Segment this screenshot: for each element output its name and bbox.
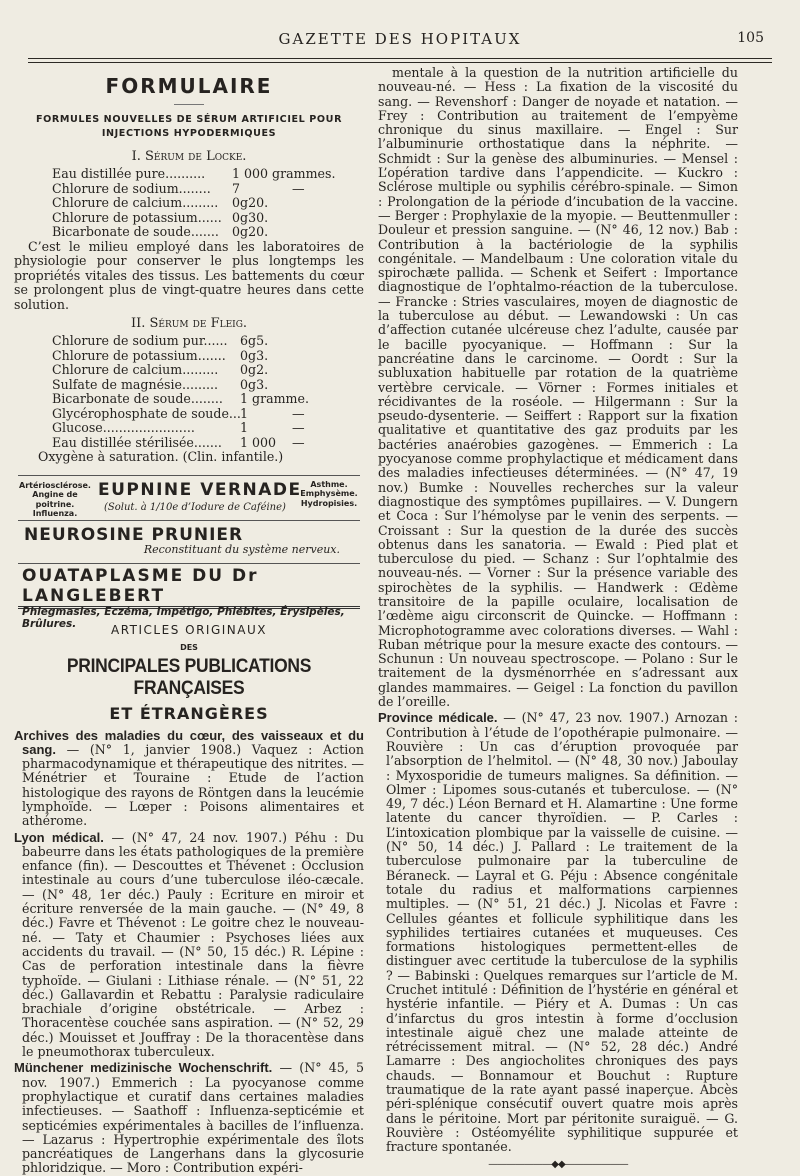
- journal-name: Münchener medizinische Wochenschrift.: [14, 1060, 273, 1076]
- recipe-row: [52, 349, 364, 364]
- ad-neurosine-sub: Reconstituant du système nerveux.: [143, 542, 340, 556]
- serum-locke-note: C’est le milieu employé dans les laboratoires de physiologie pour conserver le plus longtemps les propriétés vitales des tissus. Les battements du cœur se prolongent plus de vingt-quatre heures dans cette solution.: [14, 238, 364, 312]
- journal-name: Lyon médical.: [14, 829, 104, 845]
- ingredient-unit: —: [292, 420, 305, 435]
- ingredient-name: Sulfate de magnésie.........: [52, 376, 219, 392]
- article-entry: [378, 66, 738, 709]
- article-entry: [14, 831, 364, 1060]
- serum-fleig-title: II. Sérum de Fleig.: [130, 316, 248, 331]
- ad-eupnine: [18, 475, 360, 520]
- articles-des: DES: [180, 642, 198, 652]
- ingredient-name: Chlorure de calcium.........: [52, 195, 219, 210]
- ad-neurosine: [18, 520, 360, 563]
- divider: [174, 104, 204, 105]
- ingredient-unit: —: [292, 434, 305, 450]
- ingredient-name: Eau distillée pure..........: [52, 166, 206, 181]
- recipe-row: [52, 167, 364, 182]
- recipe-row: [52, 392, 364, 407]
- recipe-row: [52, 363, 364, 378]
- serum-fleig-recipe: [52, 334, 364, 450]
- journal-name: Province médicale.: [378, 710, 498, 726]
- ingredient-amount: 0g20.: [232, 224, 269, 239]
- recipe-row: [52, 378, 364, 393]
- subtitle-line-2: INJECTIONS HYPODERMIQUES: [101, 128, 277, 139]
- oxygen-note: Oxygène à saturation. (Clin. infantile.): [38, 449, 284, 464]
- ingredient-name: Chlorure de sodium........: [52, 180, 211, 196]
- recipe-row: [52, 211, 364, 226]
- recipe-row: [52, 334, 364, 349]
- recipe-row: [52, 196, 364, 211]
- ingredient-amount: 0g3.: [240, 376, 269, 392]
- recipe-row: [52, 421, 364, 436]
- ingredient-amount: 1 gramme.: [240, 391, 309, 406]
- ingredient-name: Bicarbonate de soude.......: [52, 224, 219, 239]
- end-separator: ———————◆◆———————: [488, 1158, 628, 1170]
- ingredient-unit: —: [292, 405, 305, 421]
- recipe-row: [52, 182, 364, 197]
- ingredient-unit: —: [292, 180, 305, 196]
- ingredient-name: Chlorure de sodium pur......: [52, 333, 228, 348]
- article-entry: [14, 729, 364, 829]
- ad-eupnine-right: Asthme. Emphysème. Hydropisies.: [300, 479, 358, 508]
- entry-text: — (N° 47, 24 nov. 1907.) Péhu : Du babeurre dans les états pathologiques de la première enfance (fin). — Descouttes et Thévenet : Occlusion intestinale au cours d’une tuberculose iléo-cæcale. — (N° 48, 1er déc.) Pauly : Ecriture en miroir et écriture renversée de la main gauche. — (N° 49, 8 déc.) Favre et Thévenot : Le goitre chez le nouveau-né. — Taty et Chaumier : Psychoses liées aux accidents du travail. — (N° 50, 15 déc.) R. Lépine : Cas de perforation intestinale dans la fièvre typhoïde. — Giulani : Lithiase rénale. — (N° 51, 22 déc.) Gallavardin et Rebattu : Paralysie radiculaire brachiale d’origine obstétricale. — Arbez : Thoracentèse couchée sans aspiration. — (N° 52, 29 déc.) Mouisset et Jouffray : De la thoracentèse dans le pneumothorax tuberculeux.: [22, 829, 364, 1060]
- recipe-row: [52, 225, 364, 240]
- header-rule: [28, 58, 772, 59]
- ingredient-name: Chlorure de calcium.........: [52, 362, 219, 377]
- recipe-row: [52, 436, 364, 451]
- entry-text: — (N° 45, 5 nov. 1907.) Emmerich : La pyocyanose comme prophylactique et curatif dans certaines maladies infectieuses. — Saathoff : Influenza-septicémie et septicémies expérimentales à bacilles de l’influenza. — Lazarus : Hypertrophie expérimentale des îlots pancréatiques de Langerhans dans la glycosurie phloridzique. — Moro : Contribution expéri-: [22, 1060, 364, 1176]
- entry-text: — (N° 47, 23 nov. 1907.) Arnozan : Contribution à l’étude de l’opothérapie pulmonaire. — Rouvière : Un cas d’éruption provoquée par l’absorption de l’helmitol. — (N° 48, 30 nov.) Jaboulay : Myxosporidie de tumeurs malignes. Sa définition. — Olmer : Lipomes sous-cutanés et tuberculose. — (N° 49, 7 déc.) Léon Bernard et H. Alamartine : Une forme latente du cancer thyroïdien. — P. Carles : L’intoxication plombique par la vaisselle de cuisine. — (N° 50, 14 déc.) J. Pallard : Le traitement de la tuberculose pulmonaire par la tuberculine de Béraneck. — Layral et G. Péju : Absence congénitale totale du radius et malformations carpiennes multiples. — (N° 51, 21 déc.) J. Nicolas et Favre : Cellules géantes et follicule syphilitique dans les syphilides tertiaires cutanées et muqueuses. Ces formations histologiques permettent-elles de distinguer avec certitude la tuberculose de la syphilis ? — Babinski : Quelques remarques sur l’article de M. Cruchet intitulé : Définition de l’hystérie en général et hystérie infantile. — Piéry et A. Dumas : Un cas d’infarctus du gros intestin à forme d’occlusion intestinale aiguë chez une malade atteinte de rétrécissement mitral. — (N° 52, 28 déc.) André Lamarre : Des angiocholites chroniques des pays chauds. — Bonnamour et Bouchut : Rupture traumatique de la rate ayant passé inaperçue. Abcès péri-splénique consécutif ouvert quatre mois après dans le péritoine. Mort par péritonite suraiguë. — G. Rouvière : Ostéomyélite syphilitique suppurée et fracture spontanée.: [386, 710, 738, 1155]
- articles-headline-2: ET ÉTRANGÈRES: [109, 703, 269, 723]
- ingredient-name: Bicarbonate de soude........: [52, 391, 223, 406]
- journal-name: Archives des maladies du cœur, des vaisseaux et du sang.: [14, 727, 364, 757]
- ingredient-name: Glucose.......................: [52, 420, 195, 435]
- serum-locke-title: I. Sérum de Locke.: [131, 149, 247, 164]
- page-header: [28, 30, 772, 50]
- article-entry: [14, 1061, 364, 1175]
- articles-headline-1: PRINCIPALES PUBLICATIONS FRANÇAISES: [66, 655, 312, 699]
- ad-eupnine-sub: (Solut. à 1/10e d’Iodure de Caféine): [104, 501, 286, 513]
- header-rule-2: [28, 62, 772, 63]
- subtitle-line-1: FORMULES NOUVELLES DE SÉRUM ARTIFICIEL POUR: [35, 114, 343, 125]
- ingredient-name: Chlorure de potassium.......: [52, 347, 226, 363]
- ingredient-amount: 1: [240, 405, 249, 421]
- ad-eupnine-left: Artériosclérose. Angine de poitrine. Influenza.: [19, 480, 91, 518]
- entry-text: mentale à la question de la nutrition artificielle du nouveau-né. — Hess : La fixation de la viscosité du sang. — Revenshorf : Danger de noyade et natation. — Frey : Contribution au traitement de l’empyème chronique du sinus maxillaire. — Engel : Sur l’albuminurie orthostatique dans la néphrite. — Schmidt : Sur la genèse des albuminuries. — Mensel : L’opération tardive dans l’appendicite. — Kuckro : Sclérose multiple ou syphilis cérébro-spinale. — Simon : Prolongation de la période d’incubation de la vaccine. — Berger : Prophylaxie de la myopie. — Beuttenmuller : Douleur et pression sanguine. — (N° 46, 12 nov.) Bab : Contribution à la bactériologie de la syphilis congénitale. — Mandelbaum : Une coloration vitale du spirochæte pallida. — Schenk et Seifert : Importance diagnostique de l’ophtalmo-réaction de la tuberculose. — Francke : Stries vasculaires, moyen de diagnostic de la tuberculose au début. — Lewandowski : Un cas d’affection cutanée ulcéreuse chez l’adulte, causée par le bacille pyocyanique. — Hoffmann : Sur la pancréatine dans le carcinome. — Oordt : Sur la subluxation habituelle par rotation de la quatrième vertèbre cervicale. — Vörner : Formes initiales et récidivantes de la roséole. — Hilgermann : Sur la pseudo-dysenterie. — Seiffert : Rapport sur la fixation qualitative et quantitative des gaz produits par les bactéries anaérobies gazogènes. — Emmerich : La pyocyanose comme prophylactique et médicament dans des maladies infectieuses déterminées. — (N° 47, 19 nov.) Bumke : Nouvelles recherches sur la valeur diagnostique des symptômes pupillaires. — V. Dungern et Coca : Sur l’hémolyse par le venin des serpents. — Croissant : Sur la question de la durée des succès obtenus dans les sanatoria. — Ewald : Pied plat et tuberculose du pied. — Schanz : Sur l’ophtalmie des nouveau-nés. — Vorner : Sur la présence variable des spirochètes de la syphilis. — Handwerk : Œdème transitoire de la papille oculaire, localisation de l’œdème aigu circonscrit de Quincke. — Hoffmann : Microphotogramme avec colorations diverses. — Wahl : Ruban métrique pour la mesure exacte des contours. — Schunun : Un nouveau spectroscope. — Polano : Sur le traitement de la dysménorrhée en s’adressant aux glandes mammaires. — Geigel : La fonction du pavillon de l’oreille.: [378, 65, 738, 710]
- recipe-row: [52, 407, 364, 422]
- ingredient-amount: 0g3.: [240, 347, 269, 363]
- ingredient-amount: 1 000: [240, 434, 277, 450]
- ad-ouataplasme-sub: Phlegmasies, Eczéma, Impétigo, Phlébites, Érysipèles, Brûlures.: [22, 605, 345, 630]
- ingredient-amount: 0g2.: [240, 362, 269, 377]
- left-column: [14, 66, 364, 1176]
- entry-text: — (N° 1, janvier 1908.) Vaquez : Action pharmacodynamique et thérapeutique des nitrites. — Ménétrier et Touraine : Etude de l’action histologique des rayons de Röntgen dans la leucémie lymphoïde. — Lœper : Poisons alimentaires et athérome.: [22, 741, 364, 829]
- ingredient-amount: 6g5.: [240, 333, 269, 348]
- ingredient-amount: 0g30.: [232, 209, 269, 225]
- article-entry: [378, 711, 738, 1154]
- right-column: [378, 65, 738, 1170]
- page-number: 105: [737, 30, 764, 46]
- ingredient-amount: 1 000 grammes.: [232, 166, 336, 181]
- ad-neurosine-name: NEUROSINE PRUNIER: [24, 524, 244, 545]
- ingredient-name: Chlorure de potassium......: [52, 209, 222, 225]
- ad-ouataplasme-name: OUATAPLASME DU Dr LANGLEBERT: [22, 565, 259, 606]
- articles-title: ARTICLES ORIGINAUX: [111, 622, 267, 637]
- section-title-formulaire: FORMULAIRE: [105, 74, 273, 98]
- ingredient-amount: 7: [232, 180, 241, 196]
- ad-eupnine-name: EUPNINE VERNADE: [98, 479, 302, 500]
- ingredient-amount: 0g20.: [232, 195, 269, 210]
- formulaire-subtitle: [14, 113, 364, 141]
- ingredient-name: Eau distillée stérilisée.......: [52, 434, 222, 450]
- ingredient-name: Glycérophosphate de soude...: [52, 405, 241, 421]
- serum-locke-recipe: [52, 167, 364, 240]
- ingredient-amount: 1: [240, 420, 249, 435]
- journal-title: GAZETTE DES HOPITAUX: [278, 30, 522, 48]
